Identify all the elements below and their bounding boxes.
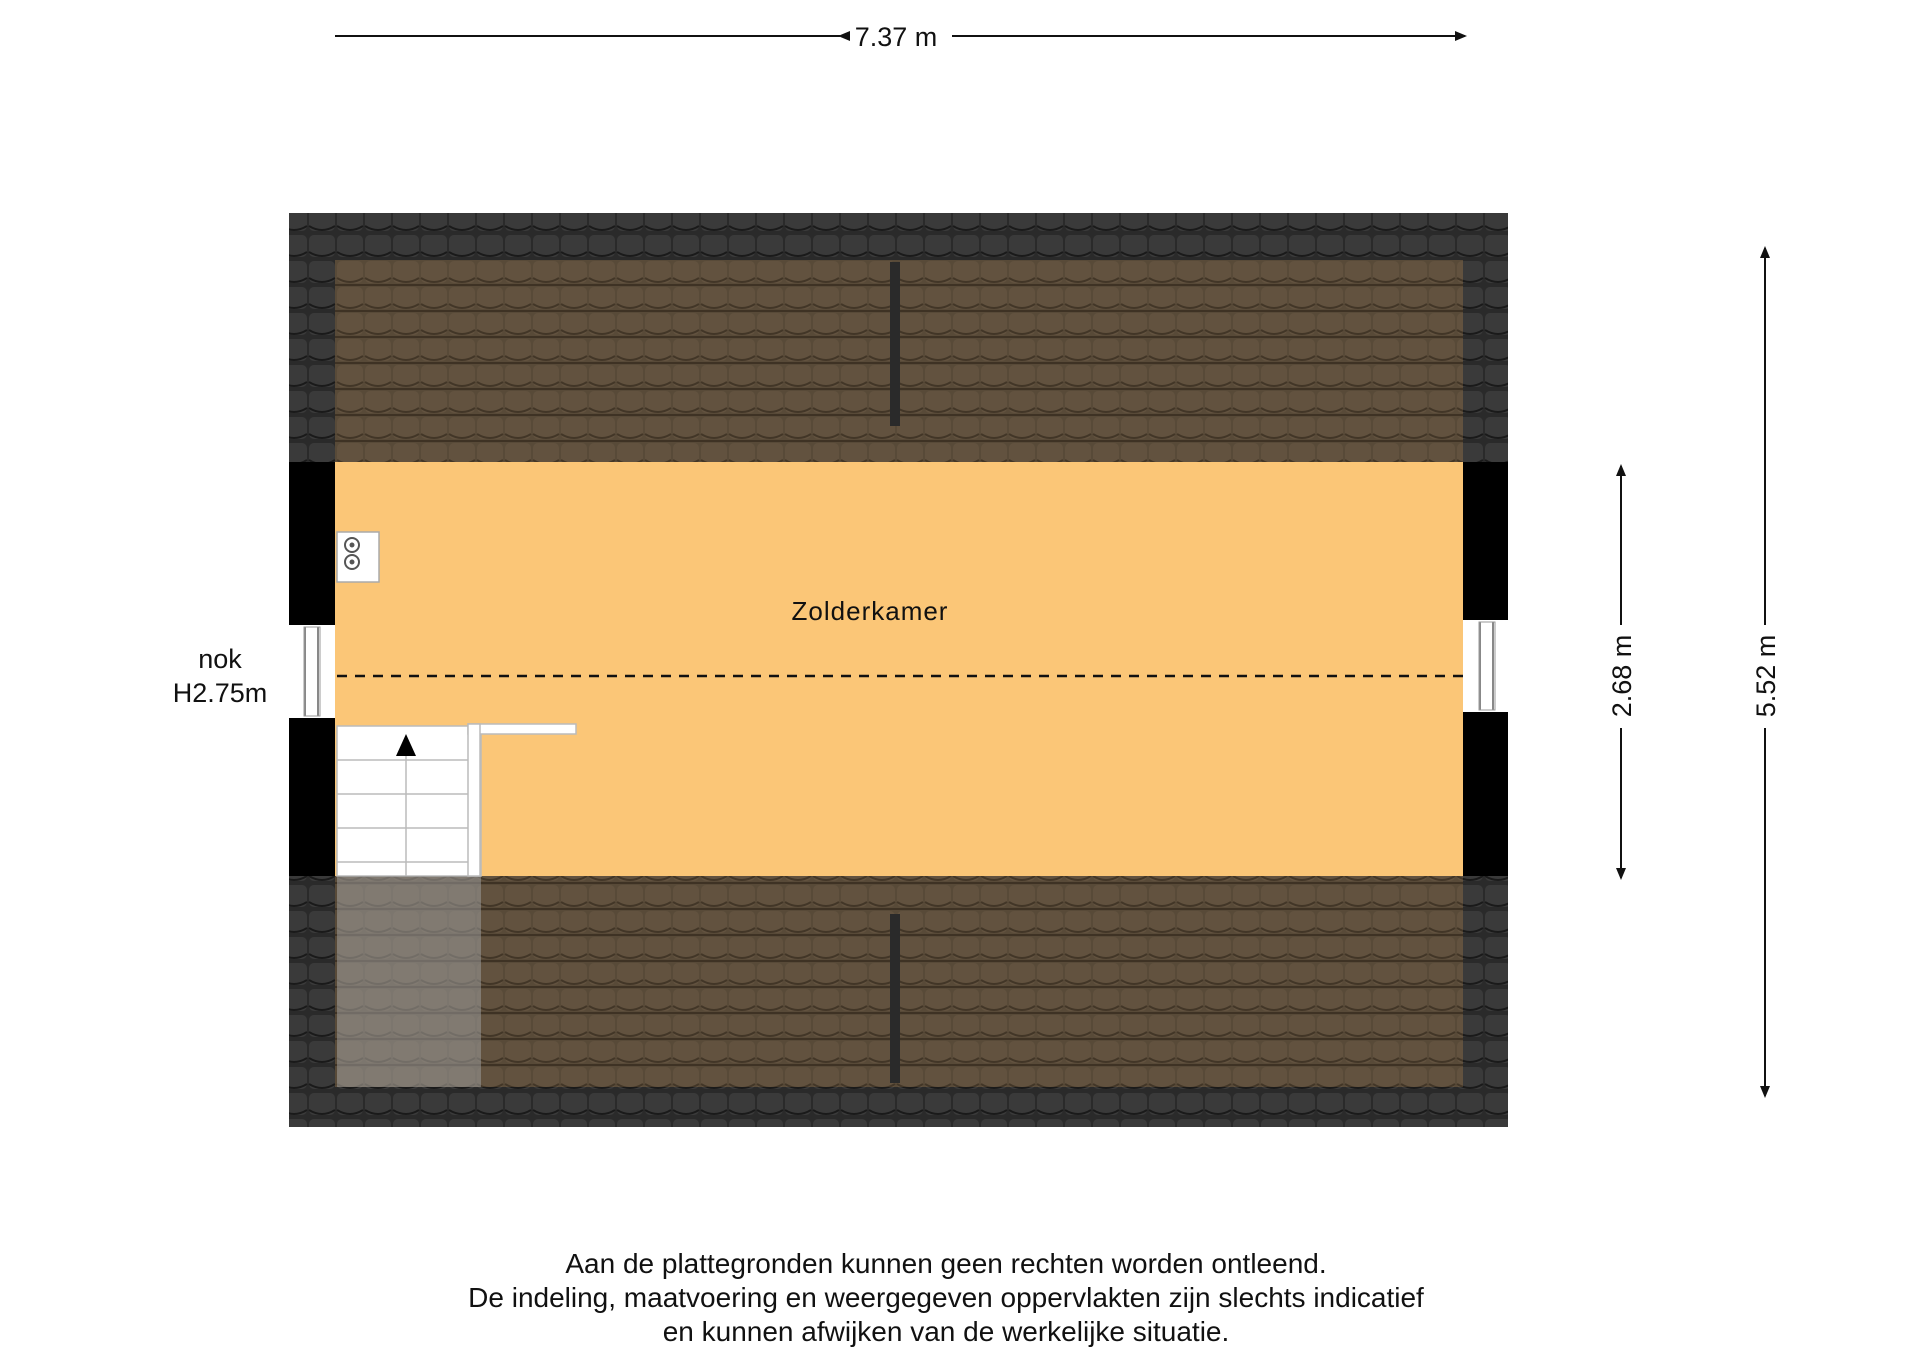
disclaimer-line2: De indeling, maatvoering en weergegeven oppervlakten zijn slechts indicatief [468,1282,1424,1313]
room-zolderkamer [335,462,1463,876]
window-right [1463,620,1508,712]
stair-railing [468,724,576,734]
window-left [289,625,335,718]
total-depth-dimension [1751,248,1781,1096]
width-dimension [335,22,1465,52]
width-dim-label: 7.37 m [854,22,938,52]
ridge-label-line1: nok [198,644,242,674]
room-depth-dimension [1607,466,1637,878]
roof-divider-top [890,262,900,426]
room-label: Zolderkamer [791,596,949,626]
disclaimer-line3: en kunnen afwijken van de werkelijke situatie. [662,1316,1230,1347]
disclaimer-line1: Aan de plattegronden kunnen geen rechten worden ontleend. [565,1248,1327,1279]
total-depth-label: 5.52 m [1751,634,1781,718]
boiler-icon [337,532,379,582]
room-depth-label: 2.68 m [1607,634,1637,718]
disclaimer [468,1248,1424,1347]
ridge-label-line2: H2.75m [172,678,268,708]
roof-divider-bottom [890,914,900,1083]
